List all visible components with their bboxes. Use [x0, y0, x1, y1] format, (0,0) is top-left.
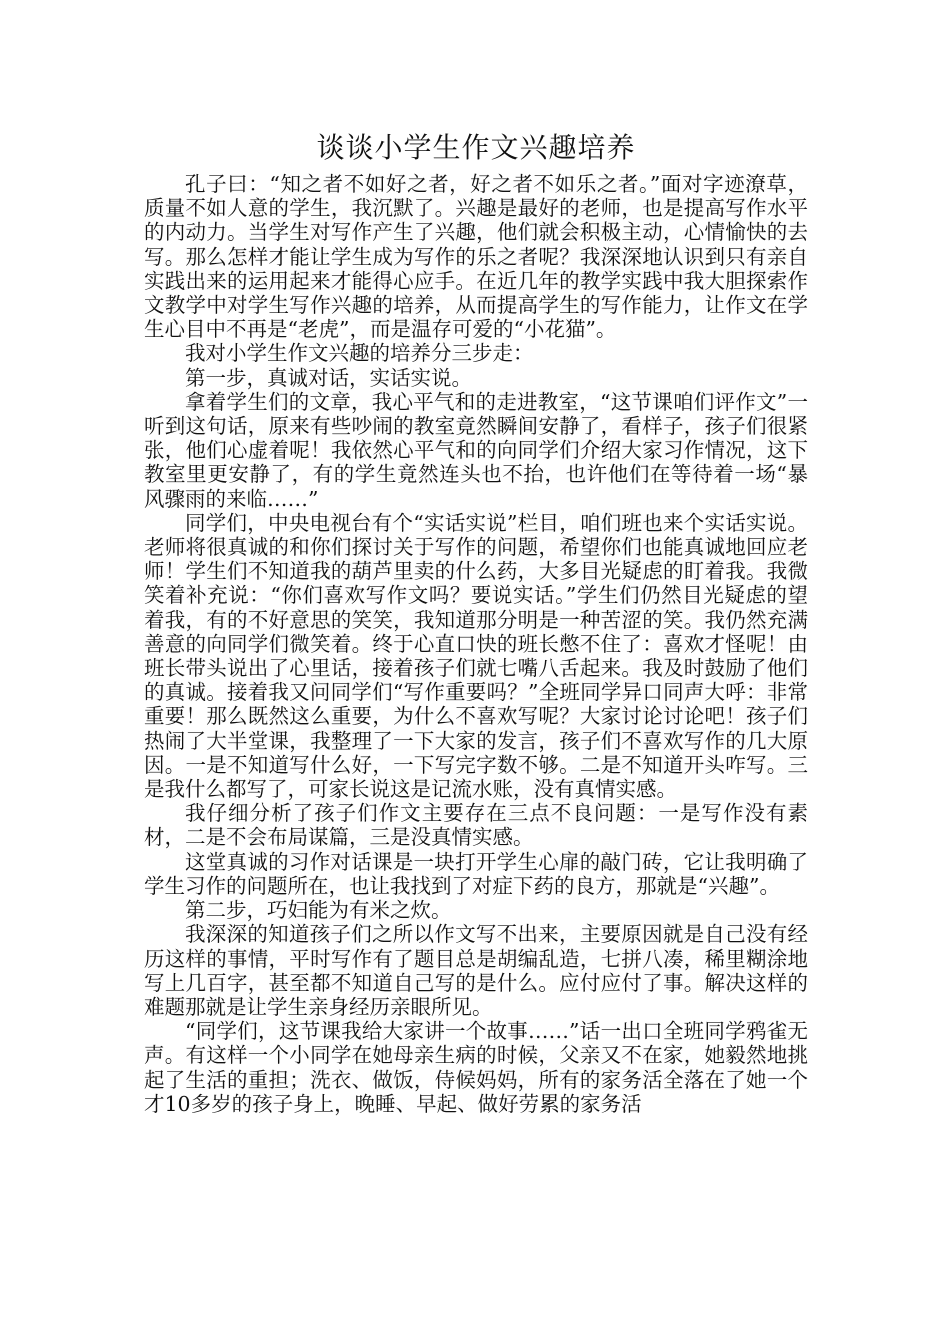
paragraph-step-two-heading: 第二步，巧妇能为有米之炊。	[185, 898, 452, 923]
paragraph-experience: 我深深的知道孩子们之所以作文写不出来，主要原因就是自己没有经历这样的事情，平时写作有了题目总是胡编乱造，七拼八凑，稀里糊涂地写上几百字，甚至都不知道自己写的是什么。应付应付了事。解决这样的难题那就是让学生亲身经历亲眼所见。	[144, 922, 808, 1019]
paragraph-story: “同学们，这节课我给大家讲一个故事……”话一出口全班同学鸦雀无声。有这样一个小同学在她母亲生病的时候，父亲又不在家，她毅然地挑起了生活的重担；洗衣、做饭，侍候妈妈，所有的家务活全落在了她一个才10多岁的孩子身上，晚睡、早起、做好劳累的家务活	[144, 1019, 808, 1116]
paragraph-step-one-heading: 第一步，真诚对话，实话实说。	[185, 365, 472, 390]
paragraph-three-steps: 我对小学生作文兴趣的培养分三步走：	[185, 341, 534, 366]
paragraph-classroom: 拿着学生们的文章，我心平气和的走进教室，“这节课咱们评作文”一听到这句话，原来有些吵闹的教室竟然瞬间安静了，看样子，孩子们很紧张，他们心虚着呢！我依然心平气和的向同学们介绍大家习作情况，这下教室里更安静了，有的学生竟然连头也不抬，也许他们在等待着一场“暴风骤雨的来临……”	[144, 389, 808, 511]
document-title: 谈谈小学生作文兴趣培养	[316, 131, 636, 164]
document-page	[144, 128, 808, 1116]
paragraph-intro: 孔子曰：“知之者不如好之者，好之者不如乐之者。”面对字迹潦草，质量不如人意的学生，我沉默了。兴趣是最好的老师，也是提高写作水平的内动力。当学生对写作产生了兴趣，他们就会积极主动，心情愉快的去写。那么怎样才能让学生成为写作的乐之者呢？我深深地认识到只有亲自实践出来的运用起来才能得心应手。在近几年的教学实践中我大胆探索作文教学中对学生写作兴趣的培养，从而提高学生的写作能力，让作文在学生心目中不再是“老虎”，而是温存可爱的“小花猫”。	[144, 172, 808, 342]
paragraph-honest-talk: 同学们，中央电视台有个“实话实说”栏目，咱们班也来个实话实说。老师将很真诚的和你们探讨关于写作的问题，希望你们也能真诚地回应老师！学生们不知道我的葫芦里卖的什么药，大多目光疑虑的盯着我。我微笑着补充说：“你们喜欢写作文吗？要说实话。”学生们仍然目光疑虑的望着我，有的不好意思的笑笑，我知道那分明是一种苦涩的笑。我仍然充满善意的向同学们微笑着。终于心直口快的班长憋不住了：喜欢才怪呢！由班长带头说出了心里话，接着孩子们就七嘴八舌起来。我及时鼓励了他们的真诚。接着我又问同学们“写作重要吗？”全班同学异口同声大呼：非常重要！那么既然这么重要，为什么不喜欢写呢？大家讨论讨论吧！孩子们热闹了大半堂课，我整理了一下大家的发言，孩子们不喜欢写作的几大原因。一是不知道写什么好，一下写完字数不够。二是不知道开头咋写。三是我什么都写了，可家长说这是记流水账，没有真情实感。	[144, 510, 808, 802]
paragraph-conclusion-step-one: 这堂真诚的习作对话课是一块打开学生心扉的敲门砖，它让我明确了学生习作的问题所在，也让我找到了对症下药的良方，那就是“兴趣”。	[144, 849, 808, 898]
paragraph-analysis: 我仔细分析了孩子们作文主要存在三点不良问题：一是写作没有素材，二是不会布局谋篇，三是没真情实感。	[144, 801, 808, 850]
